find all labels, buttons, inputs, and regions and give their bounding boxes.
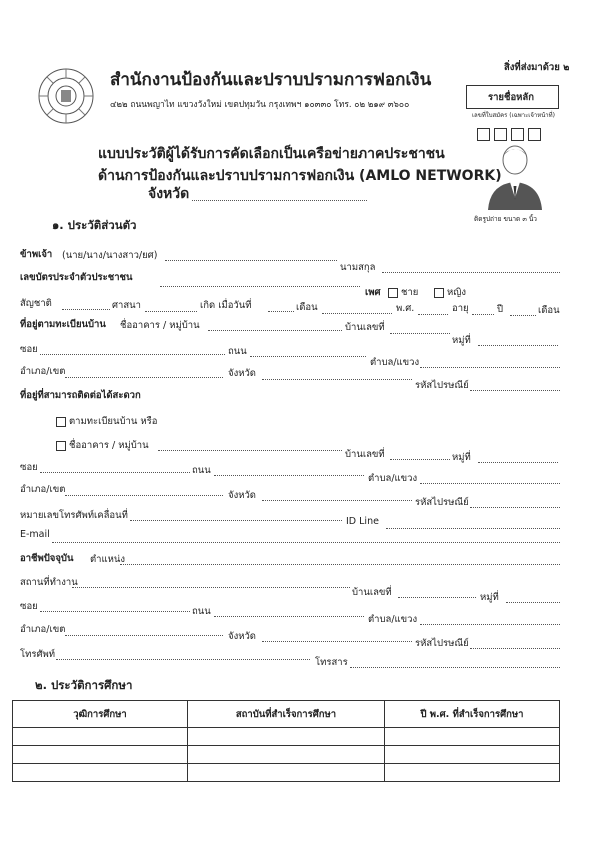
work-postcode-label: รหัสไปรษณีย์ — [415, 638, 469, 649]
agency-seal-icon — [36, 66, 96, 126]
name-label: ข้าพเจ้า — [20, 249, 53, 260]
reg-postcode-label: รหัสไปรษณีย์ — [415, 380, 469, 391]
work-road-label: ถนน — [192, 606, 211, 617]
photo-placeholder-icon — [480, 142, 550, 210]
section1-heading: ๑. ประวัติส่วนตัว — [52, 218, 137, 232]
work-tambon-label: ตำบล/แขวง — [368, 614, 418, 625]
other-building-checkbox[interactable] — [56, 438, 149, 453]
workplace-label: สถานที่ทำงาน — [20, 577, 78, 588]
work-fax-label: โทรสาร — [315, 657, 348, 668]
birth-year-label: พ.ศ. — [396, 303, 415, 314]
contact-soi-label: ซอย — [20, 462, 38, 473]
age-year-label: ปี — [497, 304, 504, 315]
id-card-label: เลขบัตรประจำตัวประชาชน — [20, 272, 133, 283]
education-col-year: ปี พ.ศ. ที่สำเร็จการศึกษา — [384, 701, 559, 728]
reg-province-label: จังหวัด — [228, 368, 256, 379]
official-note: เลขที่ใบสมัคร (เฉพาะเจ้าหน้าที่) — [472, 112, 555, 119]
reg-road-label: ถนน — [228, 346, 247, 357]
attachment-label: สิ่งที่ส่งมาด้วย ๒ — [504, 62, 570, 73]
age-label: อายุ — [452, 303, 469, 314]
email-label: E-mail — [20, 529, 50, 540]
same-as-reg-label: ตามทะเบียนบ้าน หรือ — [69, 416, 158, 427]
other-building-label: ชื่ออาคาร / หมู่บ้าน — [69, 440, 149, 451]
id-line-label: ID Line — [346, 516, 379, 527]
education-col-institution: สถาบันที่สำเร็จการศึกษา — [188, 701, 385, 728]
contact-postcode-label: รหัสไปรษณีย์ — [415, 497, 469, 508]
reg-soi-label: ซอย — [20, 344, 38, 355]
application-number-boxes[interactable] — [477, 124, 544, 143]
gender-male-checkbox[interactable] — [388, 285, 418, 300]
table-row[interactable] — [13, 728, 560, 746]
table-row[interactable] — [13, 764, 560, 782]
education-col-degree: วุฒิการศึกษา — [13, 701, 188, 728]
official-box-label: รายชื่อหลัก — [488, 92, 534, 103]
section2-heading: ๒. ประวัติการศึกษา — [35, 678, 133, 692]
birth-month-label: เดือน — [296, 302, 318, 313]
contact-amphoe-label: อำเภอ/เขต — [20, 484, 66, 495]
work-moo-label: หมู่ที่ — [480, 592, 499, 603]
work-amphoe-label: อำเภอ/เขต — [20, 624, 66, 635]
birth-day-label: เกิด เมื่อวันที่ — [200, 300, 252, 311]
age-month-label: เดือน — [538, 305, 560, 316]
contact-road-label: ถนน — [192, 465, 211, 476]
reg-amphoe-label: อำเภอ/เขต — [20, 366, 66, 377]
photo-caption: ติดรูปถ่าย ขนาด ๓ นิ้ว — [474, 215, 537, 223]
work-soi-label: ซอย — [20, 601, 38, 612]
education-table — [12, 700, 560, 782]
gender-male-label: ชาย — [401, 287, 419, 298]
form-title-line1: แบบประวัติผู้ได้รับการคัดเลือกเป็นเครือข่ายภาคประชาชน — [98, 146, 445, 162]
religion-label: ศาสนา — [112, 300, 141, 311]
contact-tambon-label: ตำบล/แขวง — [368, 473, 418, 484]
form-title-line2: ด้านการป้องกันและปราบปรามการฟอกเงิน (AMLO NETWORK) — [98, 168, 502, 184]
education-table-header — [13, 701, 560, 728]
mobile-label: หมายเลขโทรศัพท์เคลื่อนที่ — [20, 510, 128, 521]
work-province-label: จังหวัด — [228, 631, 256, 642]
contact-province-label: จังหวัด — [228, 490, 256, 501]
surname-label: นามสกุล — [340, 262, 376, 273]
gender-label: เพศ — [365, 287, 381, 298]
same-as-reg-checkbox[interactable] — [56, 414, 157, 429]
gender-female-checkbox[interactable] — [434, 285, 466, 300]
gender-female-label: หญิง — [447, 287, 466, 298]
reg-moo-label: หมู่ที่ — [452, 335, 471, 346]
table-row[interactable] — [13, 746, 560, 764]
reg-house-no-label: บ้านเลขที่ — [345, 322, 385, 333]
agency-name: สำนักงานป้องกันและปราบปรามการฟอกเงิน — [110, 70, 432, 90]
position-label: ตำแหน่ง — [90, 554, 126, 565]
occupation-label: อาชีพปัจจุบัน — [20, 553, 74, 564]
reg-building-label: ชื่ออาคาร / หมู่บ้าน — [120, 320, 200, 331]
reg-address-label: ที่อยู่ตามทะเบียนบ้าน — [20, 319, 106, 330]
contact-moo-label: หมู่ที่ — [452, 452, 471, 463]
contact-house-no-label: บ้านเลขที่ — [345, 449, 385, 460]
agency-address: ๔๒๒ ถนนพญาไท แขวงวังใหม่ เขตปทุมวัน กรุงเทพฯ ๑๐๓๓๐ โทร. ๐๒ ๒๑๙ ๓๖๐๐ — [110, 100, 410, 110]
contact-address-label: ที่อยู่ที่สามารถติดต่อได้สะดวก — [20, 390, 141, 401]
reg-tambon-label: ตำบล/แขวง — [370, 357, 420, 368]
nationality-label: สัญชาติ — [20, 298, 52, 309]
work-house-no-label: บ้านเลขที่ — [352, 587, 392, 598]
work-phone-label: โทรศัพท์ — [20, 649, 56, 660]
name-prefix: (นาย/นาง/นางสาว/ยศ) — [62, 250, 158, 261]
province-label: จังหวัด — [148, 186, 190, 202]
